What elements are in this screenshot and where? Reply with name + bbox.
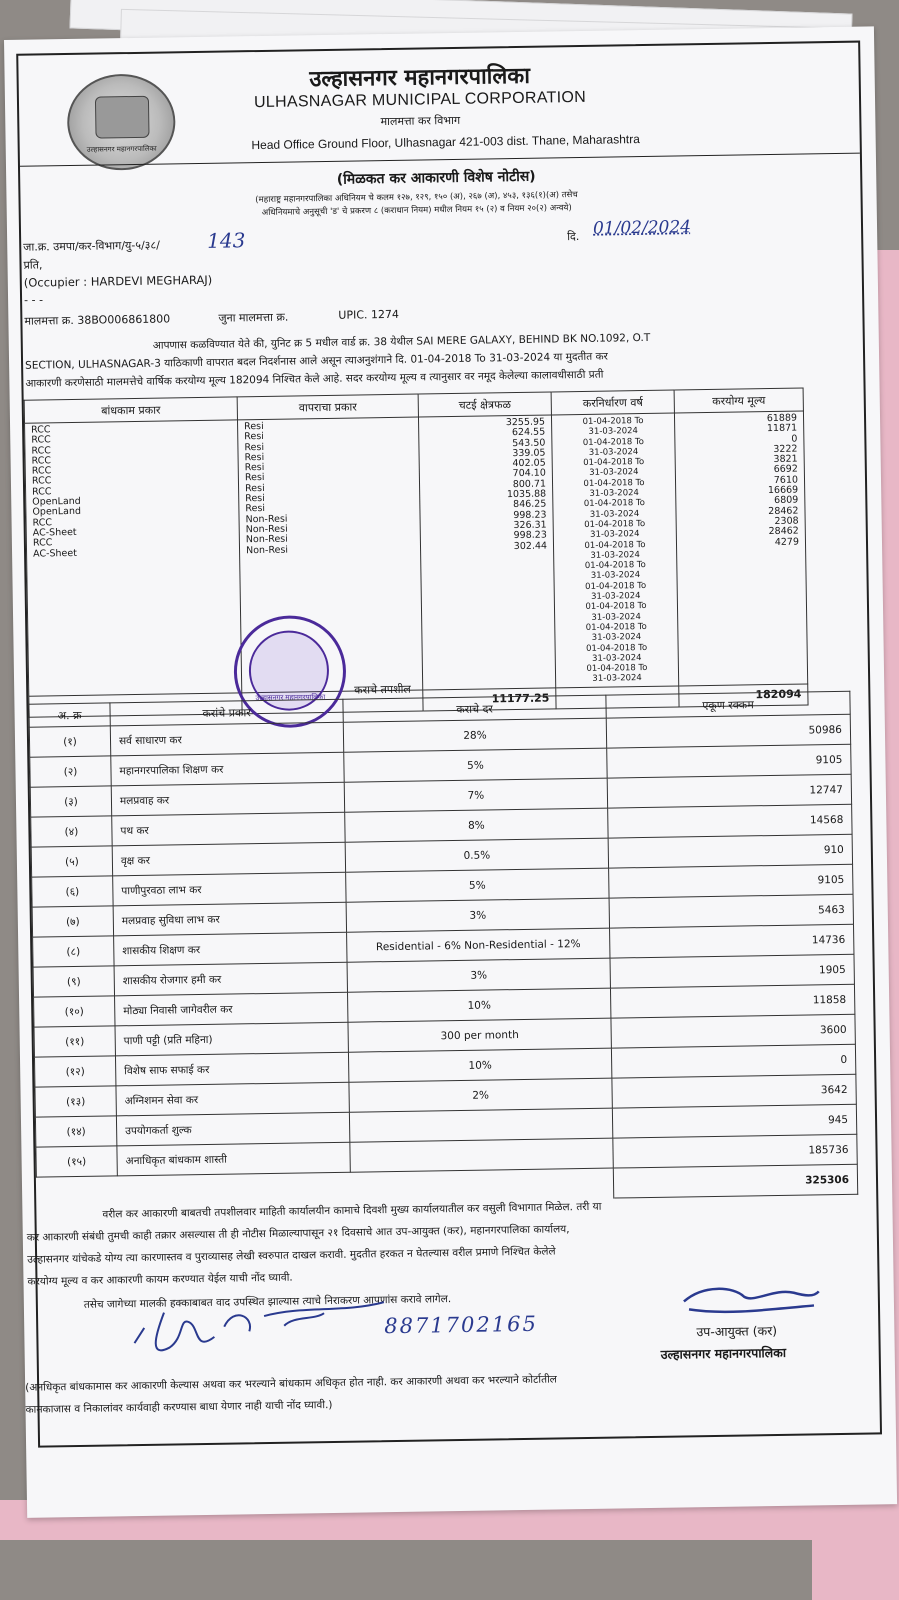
assessment-period: 31-03-2024 [588, 446, 639, 458]
tax-serial: (९) [33, 966, 114, 997]
assessment-period: 31-03-2024 [591, 611, 641, 623]
construction-type: RCC [31, 465, 52, 477]
total-taxable-value: 182094 [679, 684, 808, 707]
construction-type: RCC [32, 537, 53, 549]
taxable-value: 7610 [773, 474, 799, 486]
tax-serial: (८) [33, 936, 114, 967]
taxable-value: 6809 [774, 494, 799, 507]
construction-type: OpenLand [32, 495, 81, 508]
col-tax-rate: कराचे दर [343, 695, 606, 722]
usage-type: Resi [244, 462, 265, 474]
grand-total-amount: 325306 [613, 1164, 857, 1198]
tax-type: महानगरपालिका शिक्षण कर [111, 752, 344, 786]
usage-type: Resi [244, 451, 265, 464]
footer-line-2: कर आकारणी संबंधी तुमची काही तक्रार असल्यास ती ही नोटीस मिळाल्यापासून २१ दिवसाचे आत उप-आयुक्त (कर), महानगरपालिका कार्यालय, [26, 1223, 570, 1244]
col-carpet-area: चटई क्षेत्रफळ [418, 392, 551, 417]
reference-label: जा.क्र. उमपा/कर-विभाग/यु-५/३८/ [23, 238, 160, 254]
tax-type: शासकीय शिक्षण कर [114, 932, 347, 966]
tax-serial: (३) [30, 786, 111, 817]
tax-rate: 7% [344, 778, 607, 812]
tax-serial: (४) [31, 816, 112, 847]
usage-type: Resi [244, 431, 264, 443]
tax-serial: (१३) [35, 1086, 116, 1117]
col-tax-type: करांचे प्रकार [110, 699, 343, 726]
logo-text: उल्हासनगर महानगरपालिका [86, 144, 157, 154]
assessment-period: 01-04-2018 To [585, 621, 647, 633]
tax-amount: 1905 [610, 954, 854, 988]
signatory-title: उप-आयुक्त (कर) [696, 1323, 778, 1340]
usage-type: Resi [244, 472, 265, 484]
col-taxable-value: करयोग्य मूल्य [674, 388, 803, 413]
carpet-area: 1035.88 [506, 488, 547, 501]
assessment-period: 31-03-2024 [590, 570, 641, 582]
tax-rate: 5% [344, 748, 607, 782]
tax-type: शासकीय रोजगार हमी कर [114, 962, 347, 996]
assessment-period: 01-04-2018 To [586, 663, 648, 675]
assessment-period: 31-03-2024 [588, 426, 639, 438]
tax-type: मलप्रवाह सुविधा लाभ कर [113, 902, 346, 936]
corporation-name-marathi: उल्हासनगर महानगरपालिका [309, 63, 531, 93]
usage-type: Resi [245, 493, 265, 505]
assessment-period: 01-04-2018 To [583, 457, 645, 469]
taxable-value: 28462 [768, 525, 799, 538]
tax-type: पथ कर [112, 812, 345, 846]
tax-amount: 945 [612, 1104, 856, 1138]
usage-type: Non-Resi [245, 544, 289, 556]
upic-number: UPIC. 1274 [338, 307, 400, 322]
col-construction-type: बांधकाम प्रकार [24, 397, 237, 423]
tax-rate: 8% [345, 808, 608, 842]
tax-rate [349, 1108, 612, 1142]
tax-rate [350, 1138, 613, 1172]
carpet-area: 3255.95 [505, 416, 546, 429]
taxable-value: 6692 [773, 464, 798, 476]
footer-line-5: तसेच जागेच्या मालकी हक्काबाबत वाद उपस्थित झाल्यास त्याचे निराकरण आपणांस करावे लागेल. [83, 1293, 452, 1311]
logo-emblem [95, 96, 150, 139]
tax-serial: (१४) [35, 1116, 116, 1147]
construction-type: RCC [31, 424, 51, 436]
assessment-period: 31-03-2024 [591, 591, 641, 602]
usage-type: Resi [244, 441, 265, 453]
tax-amount: 14568 [608, 804, 852, 838]
signatory-organization: उल्हासनगर महानगरपालिका [660, 1344, 787, 1362]
tax-type: अनाधिकृत बांधकाम शास्ती [117, 1142, 350, 1176]
tax-rate: 2% [349, 1078, 612, 1112]
construction-type: OpenLand [32, 506, 82, 518]
footer-line-1: वरील कर आकारणी बाबतची तपशीलवार माहिती कार्यालयीन कामाचे दिवशी मुख्य कार्यालयातील कर वसुली विभागात मिळेल. तरी या [102, 1200, 602, 1221]
assessment-period: 01-04-2018 To [584, 518, 646, 530]
construction-type: RCC [31, 444, 51, 457]
assessment-table [24, 387, 809, 717]
taxable-value: 28462 [768, 505, 799, 517]
tax-serial: (६) [32, 876, 113, 907]
tax-type: पाणीपुरवठा लाभ कर [113, 872, 346, 906]
carpet-area: 624.55 [511, 426, 546, 439]
tax-details-table [28, 691, 858, 1208]
usage-type: Non-Resi [245, 513, 288, 525]
tax-amount: 0 [611, 1044, 855, 1078]
assessment-period: 01-04-2018 To [584, 560, 646, 572]
taxable-value-list [674, 411, 807, 686]
date-handwritten: 01/02/2024 [592, 217, 692, 239]
tax-amount: 3600 [611, 1014, 855, 1048]
separator-dashes: - - - [23, 293, 44, 307]
tax-serial: (७) [32, 906, 113, 937]
total-empty-cell [350, 1168, 613, 1202]
assessment-period: 31-03-2024 [589, 508, 640, 520]
usage-type: Resi [244, 482, 265, 495]
assessment-period: 31-03-2024 [590, 549, 640, 561]
old-property-number: जुना मालमत्ता क्र. [218, 310, 289, 325]
department-name: मालमत्ता कर विभाग [380, 113, 461, 129]
handwritten-phone-number: 8871702165 [384, 1311, 539, 1339]
assessment-period: 31-03-2024 [589, 488, 639, 499]
tax-amount: 9105 [609, 864, 853, 898]
carpet-area: 998.23 [513, 509, 547, 521]
notice-subtitle-line-1: (महाराष्ट्र महानगरपालिका अधिनियम चे कलम १२७, १२९, १५० (अ), २६७ (अ), ४५३, १३६(१)(अ) तसेच [255, 190, 578, 206]
disclaimer-line-2: कामकाजास व निकालांवर कार्यवाही करण्यास बाधा येणार नाही याची नोंद घ्यावी.) [25, 1399, 333, 1416]
carpet-area: 800.71 [512, 478, 547, 490]
carpet-area: 998.23 [513, 529, 547, 542]
office-address: Head Office Ground Floor, Ulhasnagar 421-003 dist. Thane, Maharashtra [251, 132, 640, 153]
tax-type: वृक्ष कर [112, 842, 345, 876]
tax-type: सर्व साधारण कर [110, 722, 343, 756]
assessment-period: 31-03-2024 [590, 529, 640, 541]
col-assessment-year: करनिर्धारण वर्ष [551, 390, 674, 415]
assessment-body-row [25, 411, 808, 696]
intro-line-3: आकारणी करणेसाठी मालमत्तेचे वार्षिक करयोग्य मूल्य 182094 निश्चित केले आहे. सदर करयोग्य मूल्य व त्यानुसार वर नमूद केलेल्या कालावधीसाठी प्रती [25, 368, 604, 390]
tax-amount: 12747 [607, 774, 851, 808]
tax-serial: (१२) [34, 1056, 115, 1087]
corporation-name-english: ULHASNAGAR MUNICIPAL CORPORATION [253, 88, 587, 112]
tax-rate: 3% [347, 958, 610, 992]
carpet-area: 302.44 [513, 540, 548, 552]
total-empty-cell [117, 1172, 350, 1206]
construction-type: RCC [32, 486, 52, 498]
period-list [551, 413, 678, 688]
col-serial: अ. क्र [29, 703, 110, 727]
tax-notice-document [4, 26, 897, 1517]
assessment-period: 01-04-2018 To [583, 498, 645, 510]
usage-type: Resi [244, 420, 264, 433]
reference-number-handwritten: 143 [206, 228, 246, 253]
carpet-area: 326.31 [513, 519, 547, 532]
assessment-period: 01-04-2018 To [584, 539, 646, 551]
tax-type: पाणी पट्टी (प्रति महिना) [115, 1022, 348, 1056]
construction-type-list [25, 420, 242, 696]
notice-title: (मिळकत कर आकारणी विशेष नोटीस) [336, 168, 536, 188]
carpet-area: 543.50 [512, 437, 546, 449]
tax-rate: 3% [346, 898, 609, 932]
carpet-area: 704.10 [512, 468, 546, 480]
construction-type: RCC [31, 455, 52, 467]
tax-type: उपयोगकर्ता शुल्क [116, 1112, 349, 1146]
tax-rate: 300 per month [348, 1018, 611, 1052]
tax-rate: Residential - 6% Non-Residential - 12% [347, 928, 610, 962]
assessment-period: 01-04-2018 To [585, 601, 647, 613]
occupier-name: (Occupier : HARDEVI MEGHARAJ) [23, 272, 213, 290]
tax-type: विशेष साफ सफाई कर [115, 1052, 348, 1086]
total-empty-cell [36, 1176, 117, 1207]
construction-type: AC-Sheet [32, 547, 78, 560]
assessment-period: 01-04-2018 To [585, 580, 647, 592]
officer-signature [674, 1277, 825, 1319]
stamp-text: उल्हासनगर महानगरपालिका [255, 694, 326, 703]
col-total-amount: एकूण रक्कम [606, 691, 850, 718]
assessment-period: 31-03-2024 [589, 467, 639, 479]
tax-rate: 0.5% [345, 838, 608, 872]
assessment-period: 31-03-2024 [591, 632, 642, 644]
tax-amount: 910 [608, 834, 852, 868]
taxable-value: 0 [791, 433, 798, 445]
intro-line-2: SECTION, ULHASNAGAR-3 याठिकाणी वापरात बदल निदर्शनास आले असून त्याअनुशंगाने दि. 01-04-2018 To 31-03-2024 या मुदतीत कर [25, 350, 608, 372]
assessment-period: 01-04-2018 To [583, 477, 645, 489]
tax-type: मोठ्या निवासी जागेवरील कर [115, 992, 348, 1026]
tax-rate: 10% [348, 1048, 611, 1082]
tax-details-caption: कराचे तपशील [354, 682, 411, 697]
tax-amount: 14736 [610, 924, 854, 958]
notice-subtitle-line-2: अधिनियमाचे अनुसूची 'ड' चे प्रकरण ८ (कराधान नियम) मधील नियम १५ (२) व नियम २०(२) अन्वये) [261, 203, 572, 218]
carpet-area: 402.05 [512, 457, 546, 470]
assessment-period: 01-04-2018 To [582, 416, 644, 427]
construction-type: RCC [32, 516, 53, 529]
tax-amount: 11858 [610, 984, 854, 1018]
taxable-value: 4279 [774, 536, 800, 548]
usage-type: Resi [245, 503, 266, 515]
assessment-period: 01-04-2018 To [582, 436, 644, 448]
tax-serial: (२) [30, 756, 111, 787]
tax-amount: 9105 [607, 744, 851, 778]
usage-type: Non-Resi [245, 523, 288, 536]
intro-line-1: आपणास कळविण्यात येते की, युनिट क्र 5 मधील वार्ड क्र. 38 येथील SAI MERE GALAXY, BEHIND BK NO.1092, O.T [152, 331, 651, 352]
assessment-period: 31-03-2024 [592, 673, 642, 685]
assessment-period: 31-03-2024 [592, 652, 642, 664]
taxable-value: 16669 [767, 484, 799, 497]
property-number: मालमत्ता क्र. 38BO006861800 [24, 312, 171, 328]
disclaimer-line-1: (अनधिकृत बांधकामास कर आकारणी केल्यास अथवा कर भरल्याने बांधकाम अधिकृत होत नाही. कर आकारणी अथवा कर भरल्याने कोर्टातील [25, 1373, 557, 1394]
col-usage-type: वापराचा प्रकार [237, 394, 418, 420]
tax-type: अग्निशमन सेवा कर [116, 1082, 349, 1116]
construction-type: RCC [31, 475, 52, 488]
total-area: 11177.25 [423, 688, 556, 711]
tax-amount: 50986 [606, 714, 850, 748]
construction-type: AC-Sheet [32, 526, 77, 539]
tax-rate: 10% [347, 988, 610, 1022]
date-label: दि. [567, 229, 580, 244]
assessment-period: 01-04-2018 To [586, 642, 648, 654]
taxable-value: 11871 [766, 422, 798, 435]
taxable-value: 3821 [773, 453, 798, 466]
tax-amount: 5463 [609, 894, 853, 928]
carpet-area: 339.05 [512, 447, 546, 459]
tax-amount: 3642 [612, 1074, 856, 1108]
tax-serial: (११) [34, 1026, 115, 1057]
tax-rate: 5% [346, 868, 609, 902]
footer-line-3: उल्हासनगर यांचेकडे योग्य त्या कारणास्तव व पुराव्यासह लेखी स्वरुपात दाखल करावी. मुदतीत हरकत न घेतल्यास वरील प्रमाणे निश्चित केलेले [27, 1245, 556, 1266]
carpet-area: 846.25 [513, 498, 547, 511]
footer-line-4: करयोग्य मूल्य व कर आकारणी कायम करण्यात येईल याची नोंद घ्यावी. [27, 1271, 293, 1288]
taxable-value: 2308 [774, 515, 799, 527]
area-list [418, 415, 555, 690]
taxable-value: 61889 [766, 412, 798, 425]
usage-type: Non-Resi [245, 533, 288, 546]
tax-serial: (१०) [34, 996, 115, 1027]
addressee-prefix: प्रति, [23, 258, 43, 272]
tax-serial: (५) [31, 846, 112, 877]
tax-amount: 185736 [613, 1134, 857, 1168]
tax-serial: (१) [29, 726, 110, 757]
taxable-value: 3222 [773, 443, 798, 455]
construction-type: RCC [31, 434, 51, 446]
tax-type: मलप्रवाह कर [111, 782, 344, 816]
tax-serial: (१५) [36, 1146, 117, 1177]
tax-rate: 28% [343, 718, 606, 752]
